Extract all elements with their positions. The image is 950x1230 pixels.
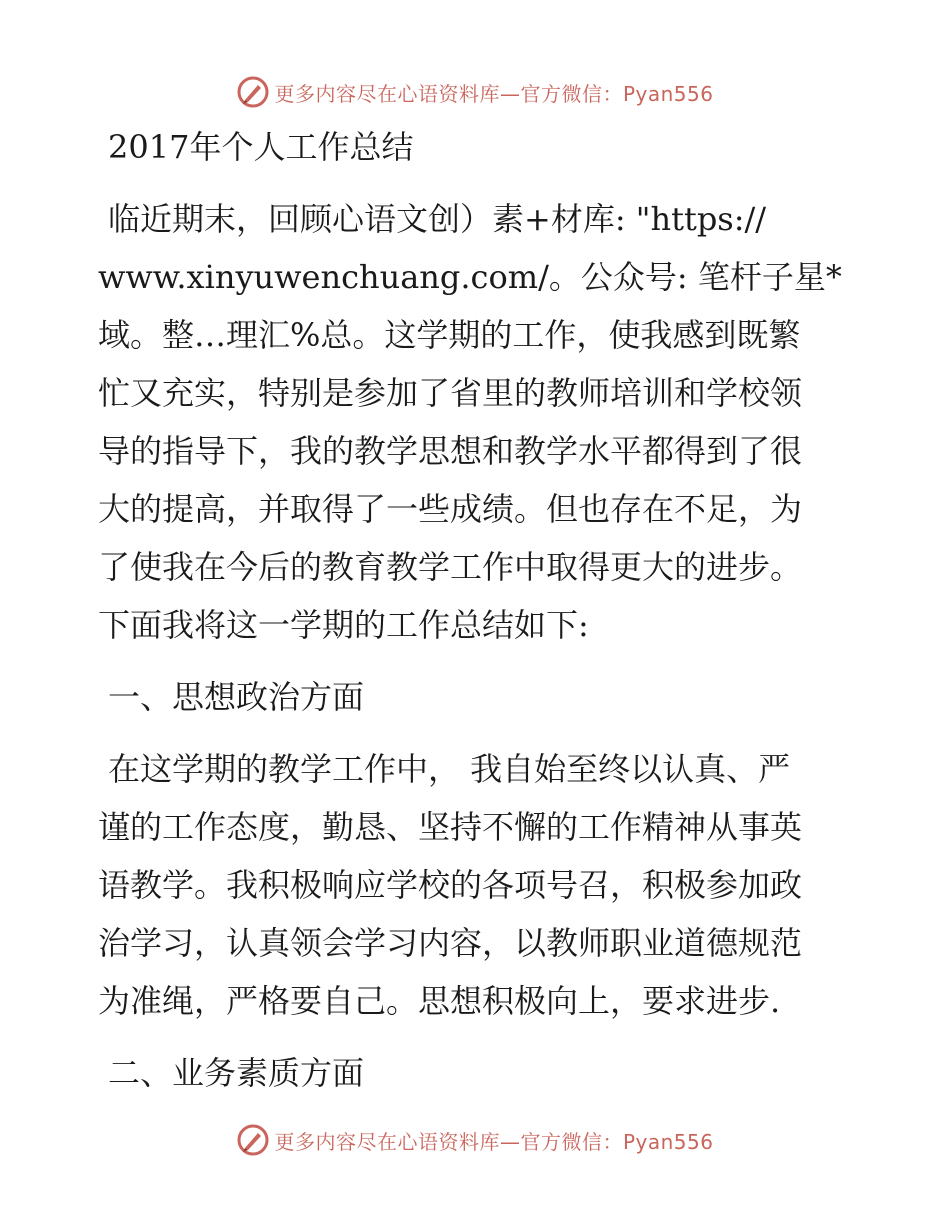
text-line: 大的提高，并取得了一些成绩。但也存在不足，为 xyxy=(98,490,803,528)
text-line: 谨的工作态度，勤恳、坚持不懈的工作精神从事英 xyxy=(98,808,803,846)
watermark-banner-bottom xyxy=(0,1120,950,1160)
text-line: 为准绳，严格要自己。思想积极向上，要求进步. xyxy=(98,982,781,1020)
text-line: 域。整…理汇%总。这学期的工作，使我感到既繁 xyxy=(98,316,801,354)
text-line: www.xinyuwenchuang.com/。公众号: 笔杆子星* xyxy=(98,258,842,296)
text-line: 临近期末，回顾心语文创）素+材库: "https:// xyxy=(108,200,767,238)
text-line: 下面我将这一学期的工作总结如下: xyxy=(98,606,589,644)
watermark-text: 更多内容尽在心语资料库—官方微信：Pyan556 xyxy=(274,1129,714,1154)
pen-logo-icon xyxy=(236,75,270,109)
political-paragraph xyxy=(98,740,858,1030)
text-line: 导的指导下，我的教学思想和教学水平都得到了很 xyxy=(98,432,803,470)
watermark-banner-top xyxy=(0,72,950,112)
text-line: 语教学。我积极响应学校的各项号召，积极参加政 xyxy=(98,866,803,904)
text-line: 了使我在今后的教育教学工作中取得更大的进步。 xyxy=(98,548,803,586)
pen-logo-icon xyxy=(236,1123,270,1157)
text-line: 忙又充实，特别是参加了省里的教师培训和学校领 xyxy=(98,374,803,412)
document-title: 2017年个人工作总结 xyxy=(108,128,414,166)
text-line: 在这学期的教学工作中， 我自始至终以认真、严 xyxy=(108,750,791,788)
watermark-text: 更多内容尽在心语资料库—官方微信：Pyan556 xyxy=(274,81,714,106)
section-heading-political: 一、思想政治方面 xyxy=(108,678,365,716)
intro-paragraph xyxy=(98,190,858,654)
section-heading-professional: 二、业务素质方面 xyxy=(108,1054,365,1092)
document-body xyxy=(98,118,858,1102)
text-line: 治学习，认真领会学习内容，以教师职业道德规范 xyxy=(98,924,803,962)
